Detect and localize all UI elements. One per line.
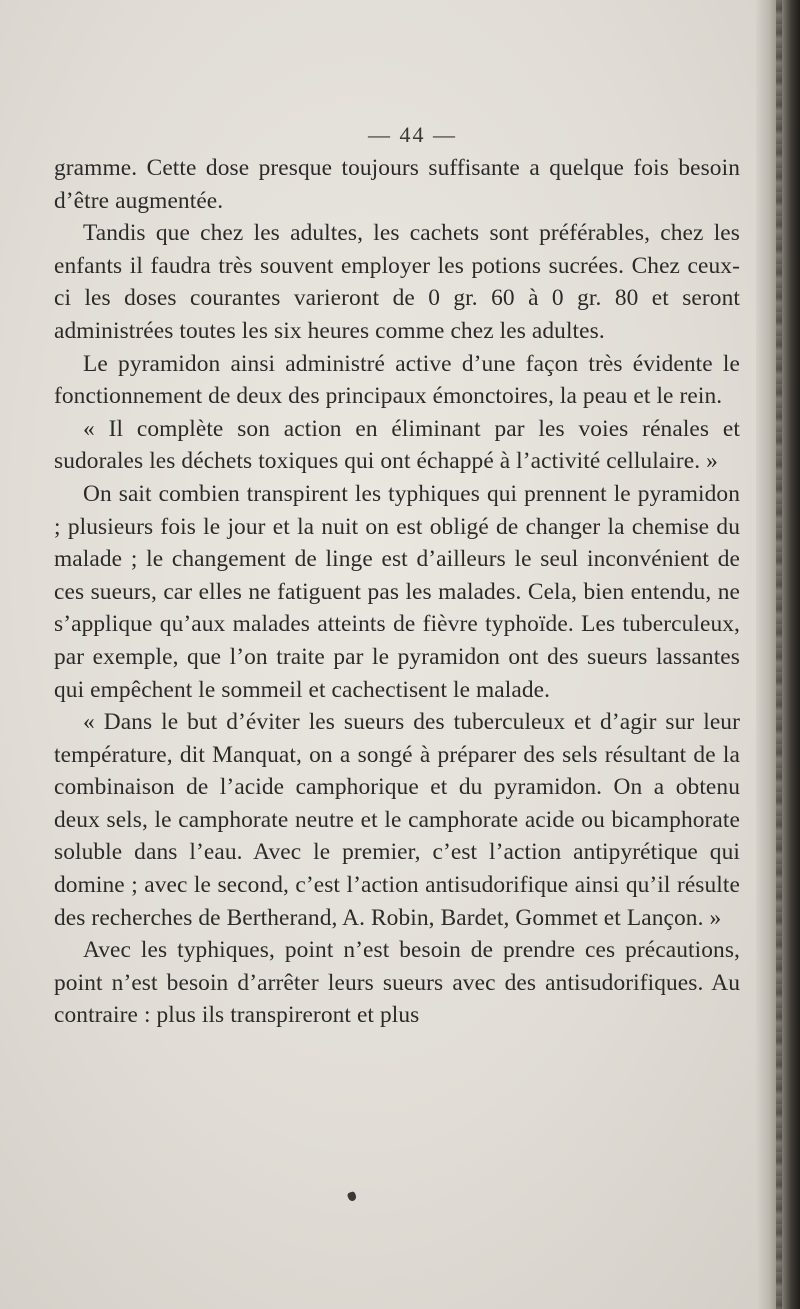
paragraph-2: Tandis que chez les adultes, les cachets sont préférables, chez les enfants il faudra très souvent employer les potions sucrées. Chez ceux-ci les doses courantes varieront de 0 gr. 60 à 0 gr. 80 et seront administrées toutes les six heures comme chez les adultes. [54,220,740,344]
ink-spot [347,1191,358,1202]
paragraph-6: « Dans le but d’éviter les sueurs des tuberculeux et d’agir sur leur température, dit Manquat, on a songé à préparer des sels résultant de la combinaison de l’acide camphorique et du pyramidon. On a obtenu deux sels, le camphorate neutre et le camphorate acide ou bicamphorate soluble dans l’eau. Avec le premier, c’est l’action antipyrétique qui domine ; avec le second, c’est l’action antisudorifique ainsi qu’il résulte des recherches de Bertherand, A. Robin, Bardet, Gommet et Lançon. » [54,709,740,931]
paragraph-3: Le pyramidon ainsi administré active d’une façon très évidente le fonctionnement de deux des principaux émonctoires, la peau et le rein. [54,350,740,410]
page-number: — 44 — [368,122,457,147]
paragraph-7: Avec les typhiques, point n’est besoin de prendre ces précautions, point n’est besoin d’arrêter leurs sueurs avec des antisudorifiques. Au contraire : plus ils transpireront et plus [54,937,740,1029]
page-edge-shadow [756,0,800,1309]
paragraph-4: « Il complète son action en éliminant par les voies rénales et sudorales les déchets toxiques qui ont échappé à l’activité cellulaire. » [54,415,740,475]
body-text [54,152,740,1032]
page-edge-texture [776,0,782,1309]
paragraph-5: On sait combien transpirent les typhiques qui prennent le pyramidon ; plusieurs fois le jour et la nuit on est obligé de changer la chemise du malade ; le changement de linge est d’ailleurs le seul inconvénient de ces sueurs, car elles ne fatiguent pas les malades. Cela, bien entendu, ne s’applique qu’aux malades atteints de fièvre typhoïde. Les tuberculeux, par exemple, que l’on traite par le pyramidon ont des sueurs lassantes qui empêchent le sommeil et cachectisent le malade. [54,480,740,703]
paragraph-1: gramme. Cette dose presque toujours suffisante a quelque fois besoin d’être augmentée. [54,155,740,214]
